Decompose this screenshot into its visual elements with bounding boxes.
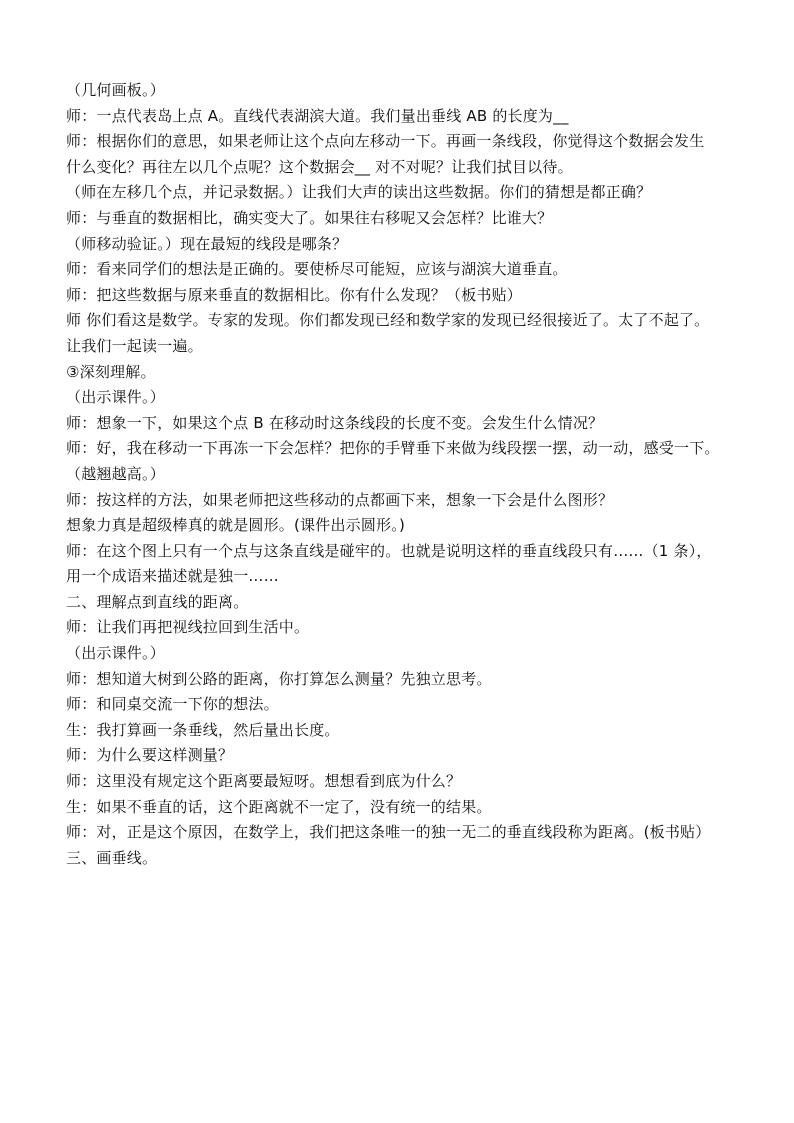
- text-line: 师：与垂直的数据相比，确实变大了。如果往右移呢又会怎样？比谁大？: [66, 208, 553, 227]
- text-line: （几何画板。）: [66, 81, 165, 99]
- text-line: 师：和同桌交流一下你的想法。: [66, 695, 279, 714]
- text-line: 师：在这个图上只有一个点与这条直线是碰牢的。也就是说明这样的垂直线段只有……（1 条），: [66, 541, 712, 560]
- text-line: 什么变化？再往左以几个点呢？这个数据会__ 对不对呢？让我们拭目以待。: [66, 157, 573, 176]
- text-line: 师：为什么要这样测量？: [66, 746, 234, 765]
- text-line: 师：想象一下，如果这个点 B 在移动时这条线段的长度不变。会发生什么情况？: [66, 413, 604, 432]
- text-line: （师在左移几个点，并记录数据。）让我们大声的读出这些数据。你们的猜想是都正确？: [66, 183, 652, 202]
- document-body: [66, 78, 746, 871]
- text-line: （出示课件。）: [66, 388, 165, 407]
- text-line: 生：如果不垂直的话，这个距离就不一定了，没有统一的结果。: [66, 797, 492, 816]
- text-line: 生：我打算画一条垂线，然后量出长度。: [66, 720, 340, 739]
- section-heading: 二、理解点到直线的距离。: [66, 592, 249, 611]
- text-line: 师：这里没有规定这个距离要最短呀。想想看到底为什么？: [66, 772, 462, 791]
- text-line: （越翘越高。）: [66, 464, 165, 483]
- text-line: 师：好，我在移动一下再冻一下会怎样？把你的手臂垂下来做为线段摆一摆，动一动，感受一下。: [66, 439, 720, 458]
- text-line: 师：把这些数据与原来垂直的数据相比。你有什么发现？（板书贴）: [66, 285, 523, 304]
- text-line: 师：一点代表岛上点 A。直线代表湖滨大道。我们量出垂线 AB 的长度为__: [66, 106, 569, 125]
- text-line: 师：想知道大树到公路的距离，你打算怎么测量？先独立思考。: [66, 669, 492, 688]
- section-heading: 三、画垂线。: [66, 848, 158, 867]
- section-heading: ③深刻理解。: [66, 362, 156, 381]
- text-line: 师 你们看这是数学。专家的发现。你们都发现已经和数学家的发现已经很接近了。太了不起了。: [66, 311, 710, 330]
- text-line: 师：看来同学们的想法是正确的。要使桥尽可能短，应该与湖滨大道垂直。: [66, 260, 568, 279]
- text-line: 师：按这样的方法，如果老师把这些移动的点都画下来，想象一下会是什么图形？: [66, 490, 614, 509]
- text-line: 师：根据你们的意思，如果老师让这个点向左移动一下。再画一条线段，你觉得这个数据会发生: [66, 132, 705, 151]
- text-line: 让我们一起读一遍。: [66, 336, 203, 355]
- text-line: 师：让我们再把视线拉回到生活中。: [66, 618, 310, 637]
- text-line: （出示课件。）: [66, 644, 165, 663]
- text-line: 想象力真是超级棒真的就是圆形。(课件出示圆形。): [66, 516, 406, 535]
- text-line: （师移动验证。）现在最短的线段是哪条？: [66, 234, 348, 253]
- text-line: 师：对，正是这个原因，在数学上，我们把这条唯一的独一无二的垂直线段称为距离。(板书贴）: [66, 823, 711, 842]
- text-line: 用一个成语来描述就是独一……: [66, 567, 279, 586]
